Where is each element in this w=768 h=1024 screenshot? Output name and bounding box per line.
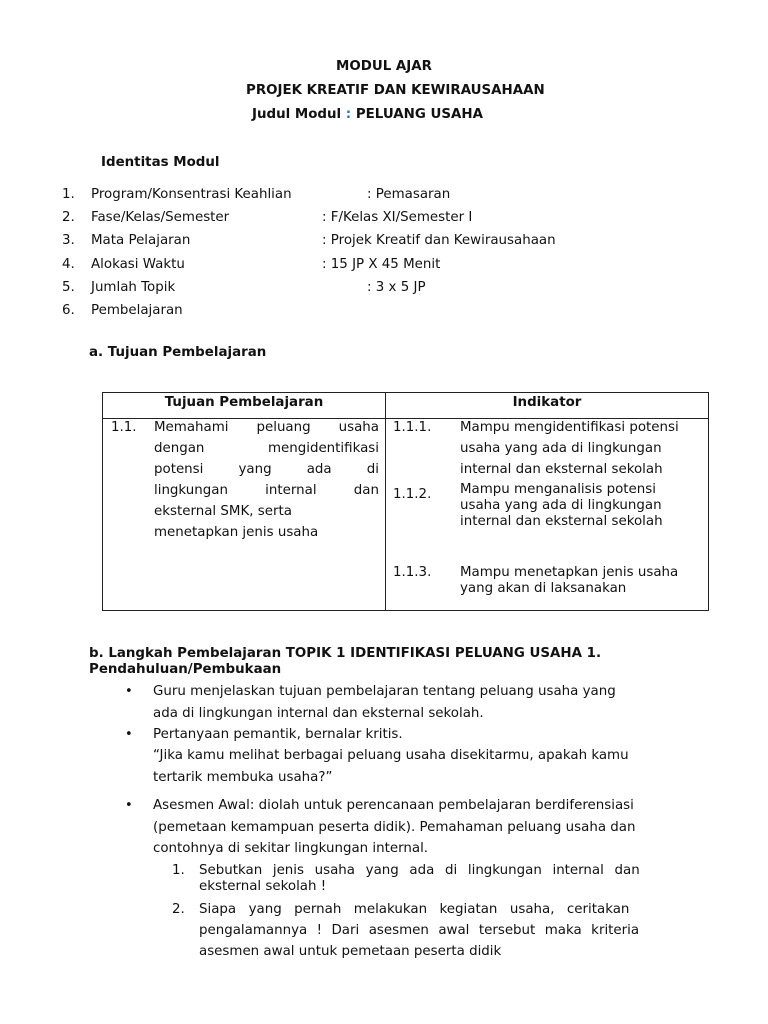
identitas-num: 2. (62, 210, 75, 225)
tp-word: Memahami (154, 420, 229, 435)
bullet-marker: • (125, 684, 133, 699)
sub-item-line: asesmen awal untuk pemetaan peserta didik (199, 944, 502, 959)
judul-value: PELUANG USAHA (355, 107, 483, 122)
tp-word: peluang (256, 420, 311, 435)
bullet-line: tertarik membuka usaha?” (153, 770, 333, 785)
identitas-value: : 15 JP X 45 Menit (322, 257, 441, 272)
tp-word: dengan (154, 441, 205, 456)
identitas-num: 4. (62, 257, 75, 272)
module-judul (252, 107, 483, 122)
sub-item-number: 1. (172, 863, 185, 878)
indicator-line: internal dan eksternal sekolah (460, 462, 663, 477)
tp-line (154, 483, 379, 498)
module-subject: PROJEK KREATIF DAN KEWIRAUSAHAAN (246, 83, 545, 98)
indicator-number: 1.1.2. (393, 487, 432, 502)
identitas-value: : 3 x 5 JP (367, 280, 426, 295)
indicator-line: Mampu mengidentifikasi potensi (460, 420, 679, 435)
bullet-line: ada di lingkungan internal dan eksternal sekolah. (153, 706, 484, 721)
identitas-value: : F/Kelas XI/Semester I (322, 210, 473, 225)
sub-item-line: eksternal sekolah ! (199, 879, 327, 894)
section-b-heading: b. Langkah Pembelajaran TOPIK 1 IDENTIFIKASI PELUANG USAHA 1. (89, 646, 602, 661)
sub-item-text: Sebutkan jenis usaha yang ada di lingkungan internal dan (199, 863, 640, 878)
identitas-label: Pembelajaran (91, 303, 183, 318)
tp-line (154, 420, 379, 435)
indikator-cell (386, 419, 709, 611)
bullet-line: (pemetaan kemampuan peserta didik). Pemahaman peluang usaha dan (153, 820, 636, 835)
indicator-line: usaha yang ada di lingkungan (460, 498, 662, 513)
indicator-line: usaha yang ada di lingkungan (460, 441, 662, 456)
identitas-num: 1. (62, 187, 75, 202)
sub-item-number: 2. (172, 902, 185, 917)
tp-word: di (366, 462, 379, 477)
tp-word: dan (353, 483, 379, 498)
tp-line (154, 441, 379, 456)
bullet-marker: • (125, 798, 133, 813)
tp-word: potensi (154, 462, 204, 477)
tp-word: usaha (338, 420, 379, 435)
bullet-line: Guru menjelaskan tujuan pembelajaran tentang peluang usaha yang (153, 684, 616, 699)
identitas-label: Jumlah Topik (91, 280, 176, 295)
identitas-label: Mata Pelajaran (91, 233, 191, 248)
module-title: MODUL AJAR (336, 59, 432, 74)
tp-line (154, 462, 379, 477)
bullet-marker: • (125, 727, 133, 742)
indicator-number: 1.1.1. (393, 420, 432, 435)
identitas-heading: Identitas Modul (101, 155, 220, 170)
judul-colon: : (345, 107, 352, 122)
identitas-num: 6. (62, 303, 75, 318)
tp-line: menetapkan jenis usaha (154, 525, 319, 540)
section-a-heading: a. Tujuan Pembelajaran (89, 345, 267, 360)
sub-item-line: Siapa yang pernah melakukan kegiatan usaha, ceritakan (199, 902, 630, 917)
indicator-text: Mampu menganalisis potensi (460, 482, 656, 497)
indicator-line: yang akan di laksanakan (460, 581, 627, 596)
identitas-value: : Pemasaran (367, 187, 451, 202)
sub-item-line (199, 863, 710, 878)
indicator-line (460, 482, 700, 497)
indicator-line: internal dan eksternal sekolah (460, 514, 663, 529)
indicator-line: Mampu menetapkan jenis usaha (460, 565, 679, 580)
identitas-value: : Projek Kreatif dan Kewirausahaan (322, 233, 556, 248)
tp-word: lingkungan (154, 483, 228, 498)
bullet-line: “Jika kamu melihat berbagai peluang usaha disekitarmu, apakah kamu (153, 748, 629, 763)
bullet-line: Asesmen Awal: diolah untuk perencanaan pembelajaran berdiferensiasi (153, 798, 634, 813)
section-b-subheading: Pendahuluan/Pembukaan (89, 662, 282, 677)
table-header-tujuan: Tujuan Pembelajaran (103, 393, 386, 419)
tp-word: ada (306, 462, 332, 477)
identitas-num: 3. (62, 233, 75, 248)
identitas-label: Program/Konsentrasi Keahlian (91, 187, 292, 202)
tp-line: eksternal SMK, serta (154, 504, 292, 519)
indicator-number: 1.1.3. (393, 565, 432, 580)
tp-word: internal (265, 483, 317, 498)
sub-item-line: pengalamannya ! Dari asesmen awal tersebut maka kriteria (199, 923, 640, 938)
tp-word: yang (238, 462, 272, 477)
tp-number: 1.1. (111, 420, 137, 435)
judul-label: Judul Modul (252, 107, 342, 122)
tp-word: mengidentifikasi (267, 441, 379, 456)
tujuan-cell (103, 419, 386, 611)
identitas-num: 5. (62, 280, 75, 295)
tujuan-table (102, 392, 709, 611)
bullet-line: Pertanyaan pemantik, bernalar kritis. (153, 727, 403, 742)
table-header-indikator: Indikator (386, 393, 709, 419)
identitas-label: Fase/Kelas/Semester (91, 210, 230, 225)
bullet-line: contohnya di sekitar lingkungan internal. (153, 841, 429, 856)
identitas-label: Alokasi Waktu (91, 257, 185, 272)
